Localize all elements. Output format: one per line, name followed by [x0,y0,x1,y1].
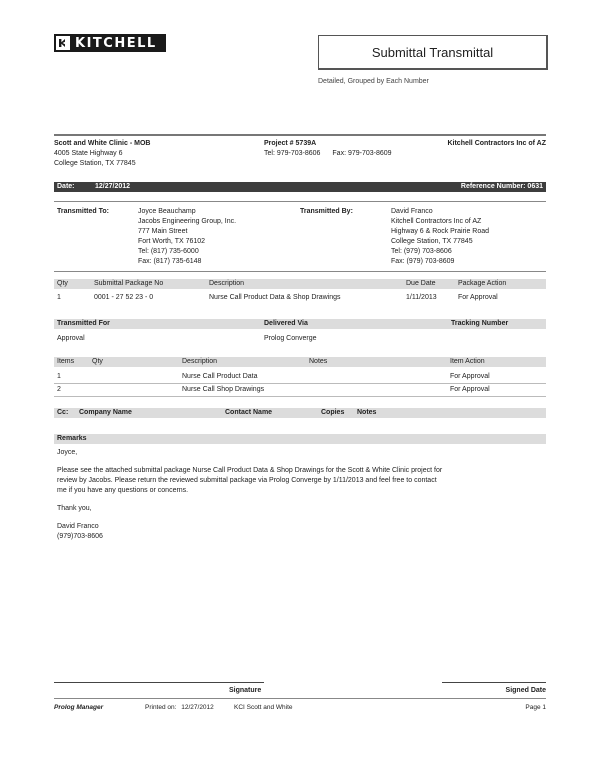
remarks-header [54,434,546,444]
fax-label: Fax: [332,150,347,157]
col-transmitted-for: Transmitted For [57,320,110,327]
signature-label: Signature [229,687,262,694]
footer-app: Prolog Manager [54,704,104,711]
by-name: David Franco [391,208,433,215]
cell-item-no: 2 [57,386,61,393]
cell-due-date: 1/11/2013 [406,294,437,301]
transmitted-to-block [138,207,236,267]
cell-item-description: Nurse Call Shop Drawings [182,386,265,393]
project-label: Project # [264,140,294,147]
cell-item-no: 1 [57,373,61,380]
reference-label: Reference Number: [460,183,526,190]
divider [54,201,546,202]
col-contact-name: Contact Name [225,409,273,416]
col-tracking-number: Tracking Number [451,320,509,327]
transmitted-by-label: Transmitted By: [300,208,353,215]
divider [54,271,546,272]
date-value: 12/27/2012 [95,183,131,190]
document-subtitle: Detailed, Grouped by Each Number [318,78,429,85]
transmitted-to-label: Transmitted To: [57,208,109,215]
cell-transmitted-for: Approval [57,335,85,342]
remarks-sign-name: David Franco [57,523,99,530]
kitchell-k-icon [56,36,70,50]
table-row [54,372,546,382]
tel-label: Tel: [264,150,275,157]
client-address1: 4005 State Highway 6 [54,150,123,157]
remarks-line: Please see the attached submittal package Nurse Call Product Data & Shop Drawings for the Scott & White Clinic project for [57,467,443,474]
footer-page: Page 1 [525,704,546,711]
col-items: Items [57,358,75,365]
package-table-header [54,279,546,289]
kitchell-logo [54,34,166,52]
col-due-date: Due Date [406,280,436,287]
remarks-body [57,448,543,542]
cell-package-no: 0001 - 27 52 23 - 0 [94,294,154,301]
contractor-name: Kitchell Contractors Inc of AZ [447,140,546,147]
fax-value: 979-703-8609 [347,150,392,157]
col-items-description: Description [182,358,218,365]
cell-item-description: Nurse Call Product Data [182,373,258,380]
table-row [54,293,546,303]
col-items-qty: Qty [92,358,103,365]
by-fax: Fax: (979) 703-8609 [391,258,455,265]
signed-date-label: Signed Date [505,687,546,694]
table-row [54,385,546,395]
cell-qty: 1 [57,294,61,301]
project-number-group [264,139,316,149]
col-package-action: Package Action [458,280,507,287]
col-cc: Cc: [57,409,69,416]
signature-line [54,682,264,683]
transmitted-for-row [54,334,546,344]
footer-company: KCI Scott and White [234,704,293,711]
by-street: Highway 6 & Rock Prairie Road [391,228,490,235]
cc-table-header [54,408,546,418]
by-tel: Tel: (979) 703-8606 [391,248,452,255]
logo-text: KITCHELL [75,35,157,51]
cell-item-action: For Approval [450,386,490,393]
divider [54,698,546,699]
row-divider [54,383,546,384]
remarks-sign-phone: (979)703-8606 [57,533,103,540]
col-description: Description [209,280,245,287]
divider [54,134,546,136]
col-copies: Copies [321,409,345,416]
to-street: 777 Main Street [138,228,188,235]
reference-number: 0631 [527,183,543,190]
cell-description: Nurse Call Product Data & Shop Drawings [209,294,341,301]
client-address2: College Station, TX 77845 [54,160,136,167]
project-phone-group [264,149,392,159]
transmitted-by-block [391,207,489,267]
remarks-thanks: Thank you, [57,505,92,512]
printed-label: Printed on: [145,704,177,711]
transmitted-for-header [54,319,546,329]
to-fax: Fax: (817) 735-6148 [138,258,202,265]
cell-delivered-via: Prolog Converge [264,335,317,342]
project-number: 5739A [295,140,317,147]
remarks-line: me if you have any questions or concerns. [57,487,189,494]
tel-value: 979-703-8606 [276,150,321,157]
cell-item-action: For Approval [450,373,490,380]
col-notes: Notes [357,409,377,416]
col-company-name: Company Name [79,409,132,416]
signed-date-line [442,682,546,683]
remarks-label: Remarks [57,435,87,442]
col-items-notes: Notes [309,358,328,365]
remarks-greeting: Joyce, [57,449,78,456]
to-name: Joyce Beauchamp [138,208,196,215]
items-table-header [54,357,546,367]
by-city: College Station, TX 77845 [391,238,473,245]
document-title: Submittal Transmittal [318,35,548,70]
cell-package-action: For Approval [458,294,498,301]
date-label: Date: [57,183,75,190]
to-company: Jacobs Engineering Group, Inc. [138,218,237,225]
col-package-no: Submittal Package No [94,280,164,287]
client-name: Scott and White Clinic - MOB [54,140,151,147]
row-divider [54,396,546,397]
col-item-action: Item Action [450,358,485,365]
reference-group [461,182,543,192]
footer-printed-group [145,703,214,713]
to-city: Fort Worth, TX 76102 [138,238,206,245]
date-bar [54,182,546,192]
remarks-line: review by Jacobs. Please return the reviewed submittal package via Prolog Converge by 1/11/2013 and feel free to contact [57,477,437,484]
col-delivered-via: Delivered Via [264,320,308,327]
printed-date: 12/27/2012 [181,704,214,711]
by-company: Kitchell Contractors Inc of AZ [391,218,482,225]
to-tel: Tel: (817) 735-6000 [138,248,199,255]
col-qty: Qty [57,280,68,287]
